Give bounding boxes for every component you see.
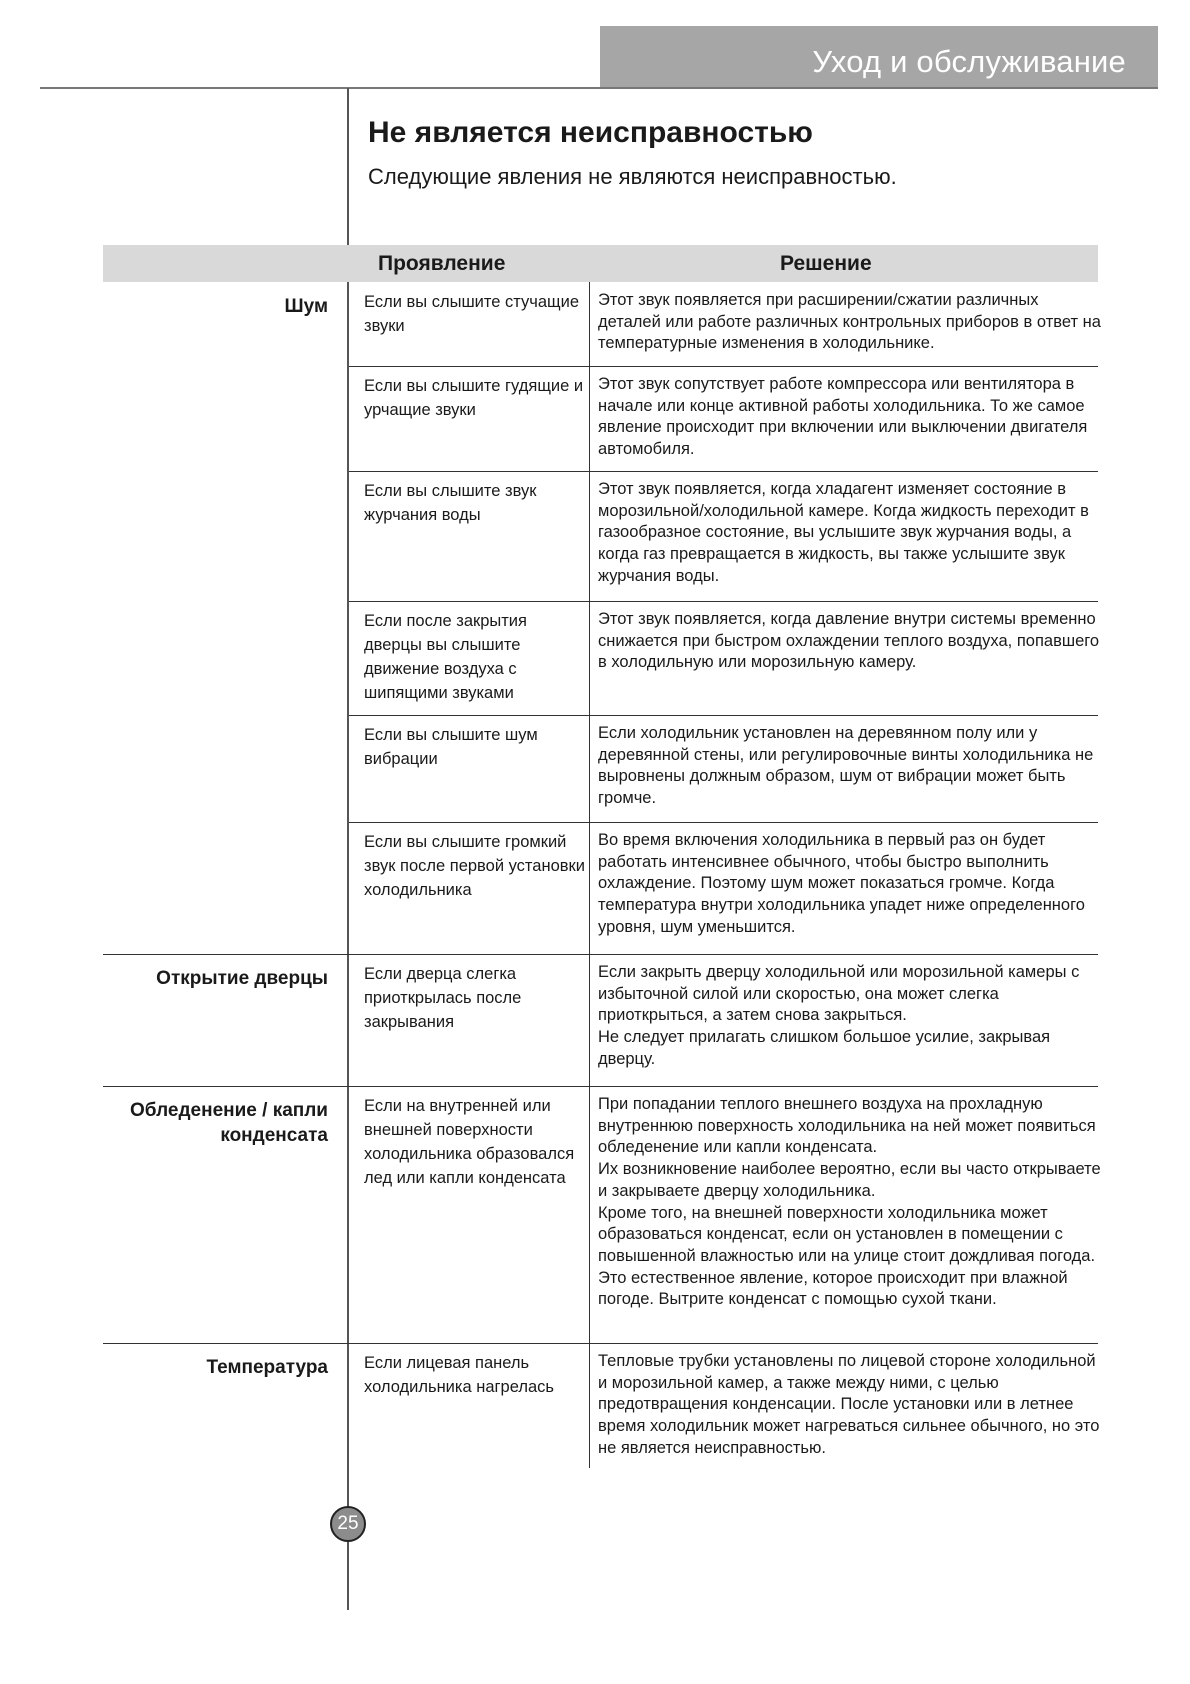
row-divider [349, 601, 1098, 602]
section-divider [103, 1086, 1098, 1087]
row-manifestation: Если вы слышите гудящие и урчащие звуки [364, 377, 584, 419]
row-solution: Тепловые трубки установлены по лицевой стороне холодильной и морозильной камер, а также между ними, с целью предотвращения конденсации. После установки или в летнее время холодильник может нагреваться сильнее обычного, но это не является неисправностью. [598, 1352, 1100, 1457]
row-solution: Этот звук появляется при расширении/сжатии различных деталей или работе различных контрольных приборов в ответ на температурные изменения в холодильнике. [598, 291, 1101, 353]
table-row [0, 822, 1190, 954]
header-rule [40, 87, 1158, 89]
row-solution: Этот звук появляется, когда давление внутри системы временно снижается при быстром охлаждении теплого воздуха, попавшего в холодильную или морозильную камеру. [598, 610, 1100, 672]
row-manifestation: Если вы слышите громкий звук после первой установки холодильника [364, 833, 585, 899]
row-manifestation: Если вы слышите шум вибрации [364, 726, 538, 768]
table-row [0, 715, 1190, 822]
row-solution: Если холодильник установлен на деревянном полу или у деревянной стены, или регулировочные винты холодильника не выровнены должным образом, шум от вибрации может быть громче. [598, 724, 1094, 808]
row-divider [349, 822, 1098, 823]
row-manifestation: Если дверца слегка приоткрылась после закрывания [364, 965, 522, 1031]
row-divider [349, 715, 1098, 716]
table-row [0, 601, 1190, 715]
row-category: Температура [206, 1357, 328, 1378]
row-manifestation: Если лицевая панель холодильника нагрелась [364, 1354, 555, 1396]
row-manifestation: Если после закрытия дверцы вы слышите движение воздуха с шипящими звуками [364, 612, 527, 702]
section-title: Уход и обслуживание [812, 44, 1126, 79]
table-header [103, 245, 1098, 282]
row-solution: При попадании теплого внешнего воздуха на прохладную внутреннюю поверхность холодильника на ней может появиться обледенение или капли конденсата. Их возникновение наиболее вероятно, если вы часто открываете и закрываете дверцу холодильника. Кроме того, на внешней поверхности холодильника может образоваться конденсат, если он установлен в помещении с повышенной влажностью или на улице стоит дождливая погода. Это естественное явление, которое происходит при влажной погоде. Вытрите конденсат с помощью сухой ткани. [598, 1095, 1101, 1309]
row-manifestation: Если вы слышите стучащие звуки [364, 293, 580, 335]
row-solution: Во время включения холодильника в первый раз он будет работать интенсивнее обычного, чтобы быстро выполнить охлаждение. Поэтому шум может показаться громче. Когда температура внутри холодильника упадет ниже определенного уровня, шум уменьшится. [598, 831, 1085, 936]
row-divider [349, 366, 1098, 367]
row-category: Шум [284, 296, 328, 317]
row-solution: Если закрыть дверцу холодильной или морозильной камеры с избыточной силой или скоростью, она может слегка приоткрыться, а затем снова закрыться. Не следует прилагать слишком большое усилие, закрывая дверцу. [598, 963, 1080, 1068]
row-solution: Этот звук появляется, когда хладагент изменяет состояние в морозильной/холодильной камере. Когда жидкость переходит в газообразное состояние, вы услышите звук журчания воды, а когда газ превращается в жидкость, вы также услышите звук журчания воды. [598, 480, 1089, 585]
table-row [0, 471, 1190, 601]
table-row [0, 1086, 1190, 1343]
column-header-solution: Решение [780, 252, 872, 275]
table-row [0, 282, 1190, 366]
page-number: 25 [330, 1506, 366, 1542]
row-category: Открытие дверцы [156, 968, 328, 989]
section-divider [103, 1343, 1098, 1344]
table-row [0, 954, 1190, 1086]
section-divider [103, 954, 1098, 955]
row-manifestation: Если на внутренней или внешней поверхности холодильника образовался лед или капли конденсата [364, 1097, 575, 1187]
page-subtitle: Следующие явления не являются неисправностью. [368, 164, 897, 189]
table-row [0, 366, 1190, 471]
column-header-manifestation: Проявление [378, 252, 506, 275]
row-divider [349, 471, 1098, 472]
column-divider [589, 282, 590, 1468]
row-solution: Этот звук сопутствует работе компрессора или вентилятора в начале или конце активной работы холодильника. То же самое явление происходит при включении или выключении двигателя автомобиля. [598, 375, 1088, 459]
row-category: Обледенение / капли конденсата [130, 1100, 328, 1146]
page-title: Не является неисправностью [368, 116, 813, 149]
table-row [0, 1343, 1190, 1468]
row-manifestation: Если вы слышите звук журчания воды [364, 482, 537, 524]
